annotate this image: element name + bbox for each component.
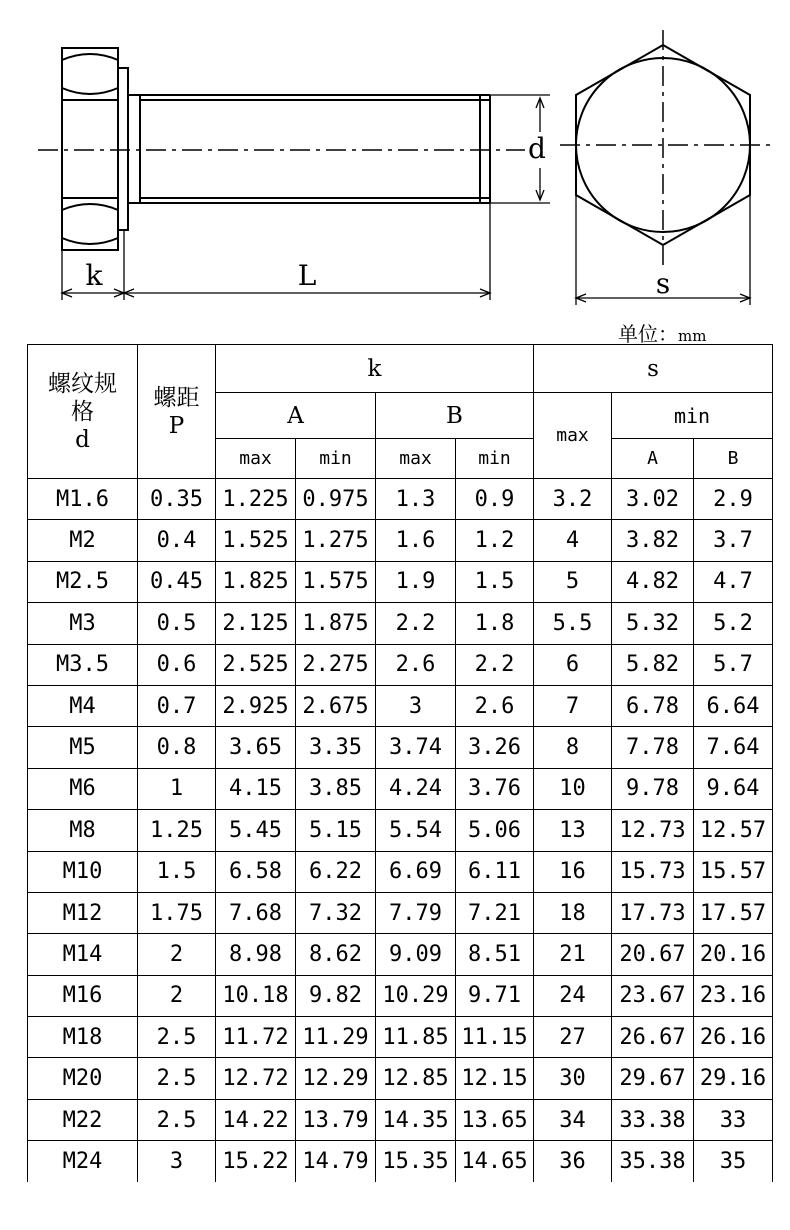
pitch-cell: 0.6 (138, 644, 216, 685)
s-min-A-cell: 7.78 (612, 727, 694, 768)
k-A-max-cell: 2.925 (216, 685, 296, 726)
k-B-min-cell: 9.71 (456, 975, 534, 1016)
s-min-A-cell: 4.82 (612, 561, 694, 602)
k-B-min-header: min (456, 439, 534, 479)
k-A-min-cell: 11.29 (296, 1017, 376, 1058)
k-B-max-cell: 3 (376, 685, 456, 726)
k-B-header: B (376, 393, 534, 439)
table-row (28, 685, 773, 726)
thread-spec-header-line1: 螺纹规 (48, 370, 117, 397)
k-A-max-cell: 11.72 (216, 1017, 296, 1058)
thread-size-cell: M2.5 (28, 561, 138, 602)
s-min-A-cell: 26.67 (612, 1017, 694, 1058)
pitch-cell: 1.5 (138, 851, 216, 892)
s-min-B-cell: 6.64 (694, 685, 773, 726)
s-min-A-cell: 3.82 (612, 520, 694, 561)
k-B-max-cell: 2.2 (376, 603, 456, 644)
k-A-min-cell: 2.675 (296, 685, 376, 726)
k-A-max-cell: 1.225 (216, 479, 296, 520)
k-B-min-cell: 3.76 (456, 768, 534, 809)
k-A-min-cell: 0.975 (296, 479, 376, 520)
thread-size-cell: M10 (28, 851, 138, 892)
s-min-B-cell: 35 (694, 1141, 773, 1182)
pitch-header-line1: 螺距 (153, 384, 200, 411)
s-max-cell: 36 (534, 1141, 612, 1182)
thread-size-cell: M16 (28, 975, 138, 1016)
s-min-B-cell: 9.64 (694, 768, 773, 809)
s-min-A-cell: 5.82 (612, 644, 694, 685)
s-max-cell: 10 (534, 768, 612, 809)
thread-size-cell: M2 (28, 520, 138, 561)
s-min-header: min (612, 393, 773, 439)
unit-label (618, 318, 706, 347)
k-A-min-cell: 1.575 (296, 561, 376, 602)
table-row (28, 1141, 773, 1182)
s-max-cell: 30 (534, 1058, 612, 1099)
k-A-min-cell: 14.79 (296, 1141, 376, 1182)
s-max-cell: 27 (534, 1017, 612, 1058)
s-min-A-cell: 17.73 (612, 892, 694, 933)
k-A-min-cell: 1.875 (296, 603, 376, 644)
bolt-dimensions-table (27, 344, 773, 1182)
s-min-B-cell: 7.64 (694, 727, 773, 768)
k-A-header: A (216, 393, 376, 439)
pitch-cell: 0.8 (138, 727, 216, 768)
s-max-cell: 5 (534, 561, 612, 602)
k-A-min-header: min (296, 439, 376, 479)
k-A-min-cell: 12.29 (296, 1058, 376, 1099)
thread-size-cell: M18 (28, 1017, 138, 1058)
k-B-max-cell: 6.69 (376, 851, 456, 892)
k-B-max-cell: 7.79 (376, 892, 456, 933)
thread-size-cell: M5 (28, 727, 138, 768)
k-A-max-cell: 1.825 (216, 561, 296, 602)
s-label: s (655, 267, 671, 300)
k-B-min-cell: 2.2 (456, 644, 534, 685)
k-A-min-cell: 3.85 (296, 768, 376, 809)
k-B-max-header: max (376, 439, 456, 479)
s-min-B-cell: 23.16 (694, 975, 773, 1016)
table-row (28, 768, 773, 809)
s-max-cell: 4 (534, 520, 612, 561)
s-max-cell: 3.2 (534, 479, 612, 520)
s-min-A-cell: 35.38 (612, 1141, 694, 1182)
s-min-A-cell: 23.67 (612, 975, 694, 1016)
k-A-max-cell: 1.525 (216, 520, 296, 561)
table-row (28, 727, 773, 768)
k-A-max-cell: 6.58 (216, 851, 296, 892)
table-row (28, 810, 773, 851)
s-header: s (534, 345, 773, 393)
s-max-cell: 16 (534, 851, 612, 892)
thread-size-cell: M24 (28, 1141, 138, 1182)
s-min-A-cell: 33.38 (612, 1099, 694, 1140)
k-B-min-cell: 0.9 (456, 479, 534, 520)
k-label: k (85, 259, 103, 292)
s-max-cell: 34 (534, 1099, 612, 1140)
k-B-min-cell: 12.15 (456, 1058, 534, 1099)
s-min-A-header: A (612, 439, 694, 479)
table-row (28, 934, 773, 975)
pitch-cell: 0.5 (138, 603, 216, 644)
s-min-B-cell: 17.57 (694, 892, 773, 933)
s-min-A-cell: 12.73 (612, 810, 694, 851)
table-row (28, 561, 773, 602)
k-B-min-cell: 1.8 (456, 603, 534, 644)
table-row (28, 603, 773, 644)
thread-spec-header-line3: d (75, 426, 90, 453)
unit-prefix: 单位： (618, 322, 678, 346)
pitch-cell: 0.45 (138, 561, 216, 602)
k-B-min-cell: 13.65 (456, 1099, 534, 1140)
k-B-max-cell: 11.85 (376, 1017, 456, 1058)
table-row (28, 644, 773, 685)
thread-spec-header (28, 345, 138, 479)
pitch-cell: 2.5 (138, 1017, 216, 1058)
k-L-dimensions (62, 203, 490, 300)
table-row (28, 1017, 773, 1058)
k-B-max-cell: 10.29 (376, 975, 456, 1016)
k-B-max-cell: 3.74 (376, 727, 456, 768)
s-min-B-cell: 15.57 (694, 851, 773, 892)
k-A-min-cell: 2.275 (296, 644, 376, 685)
pitch-header (138, 345, 216, 479)
k-A-min-cell: 3.35 (296, 727, 376, 768)
s-max-cell: 21 (534, 934, 612, 975)
s-max-cell: 8 (534, 727, 612, 768)
s-max-cell: 24 (534, 975, 612, 1016)
thread-size-cell: M20 (28, 1058, 138, 1099)
k-A-min-cell: 8.62 (296, 934, 376, 975)
k-header: k (216, 345, 534, 393)
k-B-max-cell: 5.54 (376, 810, 456, 851)
k-B-max-cell: 1.3 (376, 479, 456, 520)
table-row (28, 1099, 773, 1140)
table-row (28, 892, 773, 933)
pitch-cell: 0.35 (138, 479, 216, 520)
pitch-cell: 0.4 (138, 520, 216, 561)
k-A-max-cell: 4.15 (216, 768, 296, 809)
thread-size-cell: M6 (28, 768, 138, 809)
s-min-B-cell: 26.16 (694, 1017, 773, 1058)
s-min-A-cell: 15.73 (612, 851, 694, 892)
bolt-head-side-view (62, 48, 128, 250)
s-min-B-cell: 2.9 (694, 479, 773, 520)
thread-size-cell: M4 (28, 685, 138, 726)
k-B-max-cell: 9.09 (376, 934, 456, 975)
s-min-A-cell: 9.78 (612, 768, 694, 809)
k-B-max-cell: 2.6 (376, 644, 456, 685)
table-row (28, 851, 773, 892)
k-A-max-cell: 2.525 (216, 644, 296, 685)
pitch-cell: 2.5 (138, 1058, 216, 1099)
d-label: d (528, 132, 546, 165)
s-min-A-cell: 5.32 (612, 603, 694, 644)
k-B-min-cell: 3.26 (456, 727, 534, 768)
s-min-B-header: B (694, 439, 773, 479)
thread-size-cell: M3.5 (28, 644, 138, 685)
pitch-cell: 0.7 (138, 685, 216, 726)
bolt-head-end-view (560, 30, 770, 265)
k-B-min-cell: 1.5 (456, 561, 534, 602)
s-min-B-cell: 3.7 (694, 520, 773, 561)
thread-size-cell: M1.6 (28, 479, 138, 520)
s-max-cell: 18 (534, 892, 612, 933)
k-A-max-cell: 7.68 (216, 892, 296, 933)
s-min-A-cell: 3.02 (612, 479, 694, 520)
k-B-min-cell: 2.6 (456, 685, 534, 726)
s-min-B-cell: 4.7 (694, 561, 773, 602)
pitch-cell: 3 (138, 1141, 216, 1182)
thread-size-cell: M14 (28, 934, 138, 975)
table-row (28, 1058, 773, 1099)
k-A-max-cell: 14.22 (216, 1099, 296, 1140)
k-A-min-cell: 7.32 (296, 892, 376, 933)
k-A-max-cell: 12.72 (216, 1058, 296, 1099)
k-A-max-header: max (216, 439, 296, 479)
bolt-shank (128, 95, 490, 203)
k-A-max-cell: 15.22 (216, 1141, 296, 1182)
thread-size-cell: M12 (28, 892, 138, 933)
pitch-cell: 2 (138, 934, 216, 975)
k-B-min-cell: 11.15 (456, 1017, 534, 1058)
s-max-cell: 13 (534, 810, 612, 851)
k-A-max-cell: 8.98 (216, 934, 296, 975)
k-A-max-cell: 5.45 (216, 810, 296, 851)
L-label: L (297, 259, 317, 292)
s-min-B-cell: 5.2 (694, 603, 773, 644)
k-A-min-cell: 5.15 (296, 810, 376, 851)
s-min-B-cell: 12.57 (694, 810, 773, 851)
k-B-max-cell: 1.6 (376, 520, 456, 561)
k-A-min-cell: 1.275 (296, 520, 376, 561)
k-B-min-cell: 8.51 (456, 934, 534, 975)
k-A-max-cell: 10.18 (216, 975, 296, 1016)
table-row (28, 479, 773, 520)
k-A-max-cell: 2.125 (216, 603, 296, 644)
k-A-min-cell: 6.22 (296, 851, 376, 892)
k-B-max-cell: 15.35 (376, 1141, 456, 1182)
k-B-min-cell: 14.65 (456, 1141, 534, 1182)
k-A-max-cell: 3.65 (216, 727, 296, 768)
s-min-B-cell: 33 (694, 1099, 773, 1140)
k-B-min-cell: 7.21 (456, 892, 534, 933)
thread-spec-header-line2: 格 (71, 398, 94, 425)
s-max-cell: 6 (534, 644, 612, 685)
s-max-cell: 5.5 (534, 603, 612, 644)
k-B-max-cell: 1.9 (376, 561, 456, 602)
pitch-cell: 1.25 (138, 810, 216, 851)
pitch-header-line2: P (168, 412, 185, 439)
thread-size-cell: M22 (28, 1099, 138, 1140)
k-B-max-cell: 4.24 (376, 768, 456, 809)
k-B-min-cell: 1.2 (456, 520, 534, 561)
thread-size-cell: M3 (28, 603, 138, 644)
bolt-technical-drawing (0, 0, 790, 345)
table-row (28, 975, 773, 1016)
k-B-min-cell: 6.11 (456, 851, 534, 892)
s-min-B-cell: 5.7 (694, 644, 773, 685)
s-min-B-cell: 29.16 (694, 1058, 773, 1099)
k-A-min-cell: 9.82 (296, 975, 376, 1016)
pitch-cell: 2 (138, 975, 216, 1016)
k-A-min-cell: 13.79 (296, 1099, 376, 1140)
unit-value: mm (678, 327, 707, 345)
k-B-min-cell: 5.06 (456, 810, 534, 851)
s-min-A-cell: 29.67 (612, 1058, 694, 1099)
thread-size-cell: M8 (28, 810, 138, 851)
table-row (28, 520, 773, 561)
s-min-A-cell: 20.67 (612, 934, 694, 975)
s-max-cell: 7 (534, 685, 612, 726)
s-min-B-cell: 20.16 (694, 934, 773, 975)
s-max-header: max (534, 393, 612, 479)
k-B-max-cell: 14.35 (376, 1099, 456, 1140)
pitch-cell: 2.5 (138, 1099, 216, 1140)
pitch-cell: 1 (138, 768, 216, 809)
k-B-max-cell: 12.85 (376, 1058, 456, 1099)
pitch-cell: 1.75 (138, 892, 216, 933)
s-min-A-cell: 6.78 (612, 685, 694, 726)
